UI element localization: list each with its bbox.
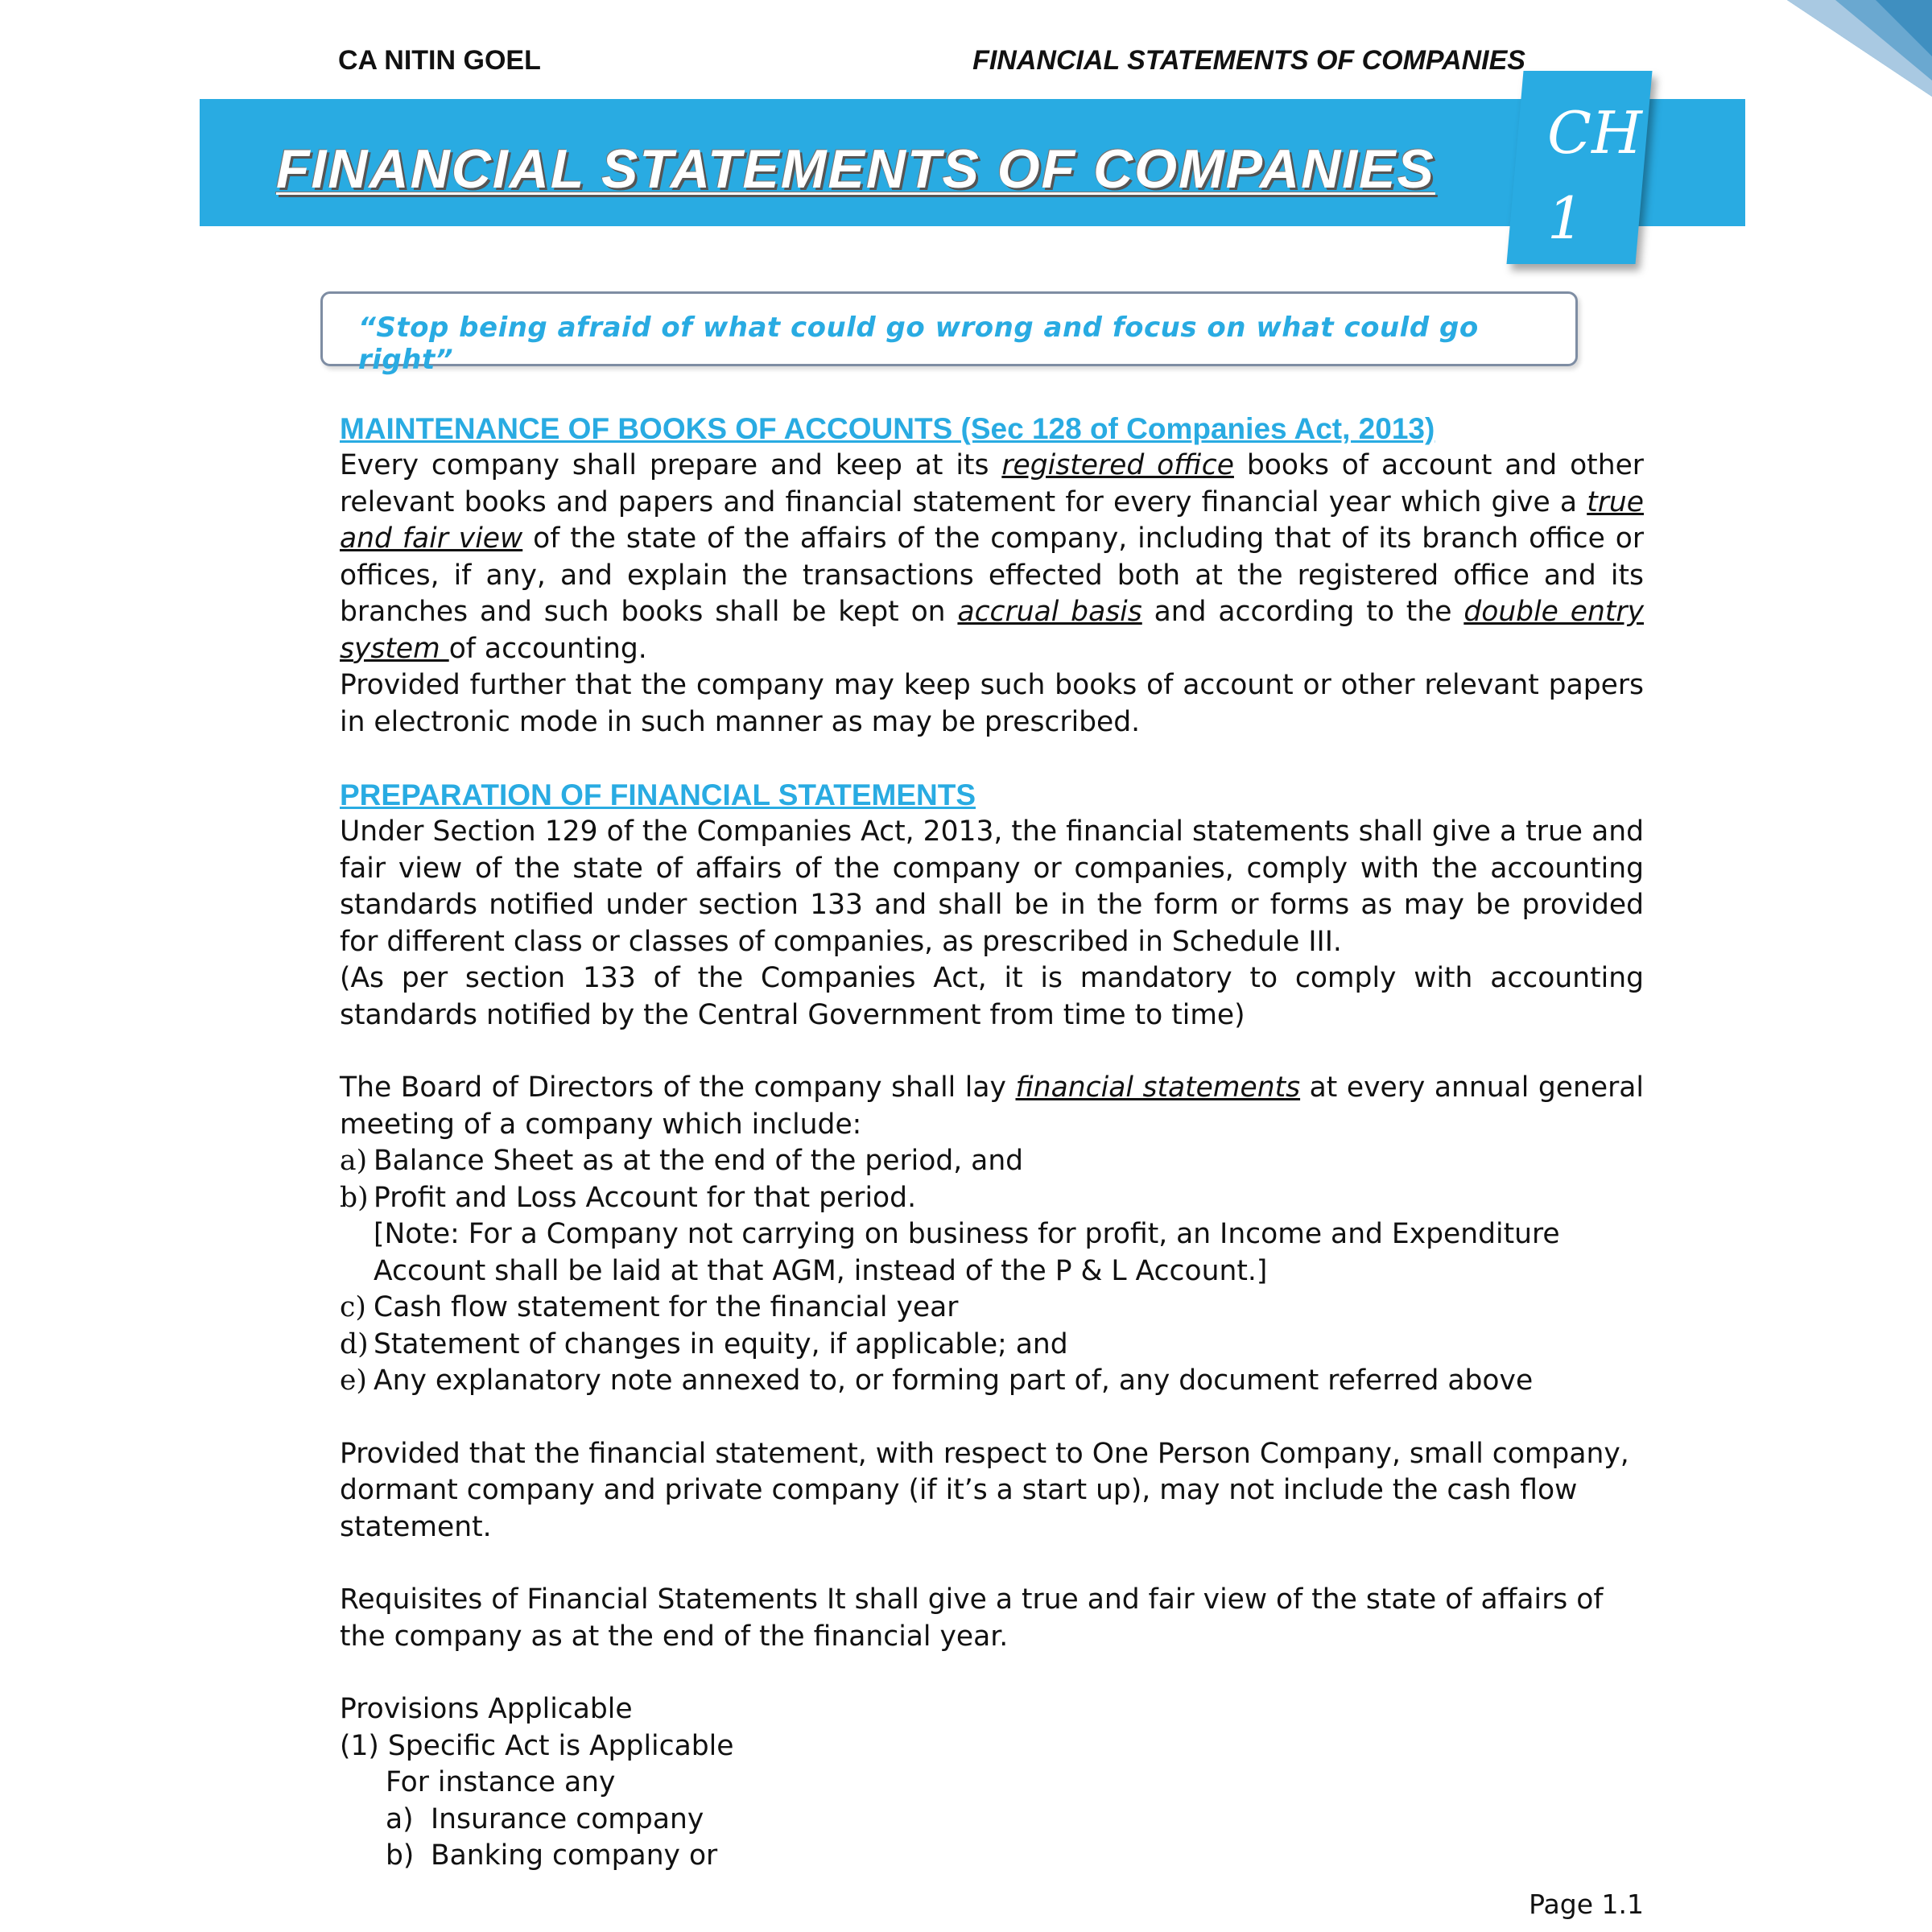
page-number: Page 1.1 xyxy=(1529,1889,1644,1920)
spacer xyxy=(340,1400,1644,1436)
list-marker: a) xyxy=(340,1145,368,1177)
emphasis-financial-statements: financial statements xyxy=(1015,1071,1301,1104)
spacer xyxy=(340,1655,1644,1691)
list-item-text: Profit and Loss Account for that period. xyxy=(374,1181,917,1214)
emphasis-registered-office: registered office xyxy=(1001,449,1234,481)
paragraph-requisites: Requisites of Financial Statements It shall give a true and fair view of the state of affairs of the company as at the end of the financial year. xyxy=(340,1583,1604,1653)
paragraph-opc-proviso: Provided that the financial statement, with respect to One Person Company, small company, dormant company and private company (if it’s a start up), may not include the cash flow statement. xyxy=(340,1437,1629,1543)
section-heading-maintenance: MAINTENANCE OF BOOKS OF ACCOUNTS (Sec 128 of Companies Act, 2013) xyxy=(340,412,1435,445)
list-item-text: Cash flow statement for the financial year xyxy=(374,1291,959,1323)
sub-list-item xyxy=(340,1838,1644,1875)
paragraph-section-133: (As per section 133 of the Companies Act, it is mandatory to comply with accounting standards notified by the Central Government from time to time) xyxy=(340,962,1644,1031)
list-item-text: Any explanatory note annexed to, or forming part of, any document referred above xyxy=(374,1364,1534,1397)
list-marker: d) xyxy=(340,1327,369,1360)
list-marker: a) xyxy=(386,1802,414,1835)
list-item xyxy=(340,1290,1644,1327)
note-line-2: Account shall be laid at that AGM, instead of the P & L Account.] xyxy=(374,1254,1268,1287)
emphasis-true-fair-view: true and fair view xyxy=(340,485,1644,555)
paragraph-section-129: Under Section 129 of the Companies Act, 2013, the financial statements shall give a true and fair view of the state of affairs of the company or companies, comply with the accounting standards notified under section 133 and shall be in the form or forms as may be provided for different class or classes of companies, as prescribed in Schedule III. xyxy=(340,815,1644,958)
for-instance-line: For instance any xyxy=(386,1766,616,1798)
note-line-1: [Note: For a Company not carrying on business for profit, an Income and Expenditure xyxy=(374,1218,1560,1250)
spacer xyxy=(340,1546,1644,1582)
quote-text: “Stop being afraid of what could go wrong and focus on what could go right” xyxy=(358,312,1479,376)
text-run: of accounting. xyxy=(448,632,647,665)
sub-list-item xyxy=(340,1802,1644,1839)
main-content xyxy=(340,411,1644,1875)
list-marker: b) xyxy=(340,1181,369,1214)
quote-box xyxy=(320,291,1578,376)
chapter-line-1: CH xyxy=(1547,99,1642,167)
section-heading-preparation: PREPARATION OF FINANCIAL STATEMENTS xyxy=(340,778,976,811)
list-marker: e) xyxy=(340,1364,367,1397)
provision-item-1: (1) Specific Act is Applicable xyxy=(340,1729,734,1762)
list-item-text: Balance Sheet as at the end of the period, and xyxy=(374,1145,1024,1177)
list-item-text: Banking company or xyxy=(431,1839,718,1872)
list-item xyxy=(340,1327,1644,1364)
header-author: CA NITIN GOEL xyxy=(338,45,541,76)
text-run: of the state of the affairs of the company, including that of its branch office or offices, if any, and explain the transactions effected both at the registered office and its branches and such books shall be kept on xyxy=(340,522,1644,628)
emphasis-double-entry: double entry system xyxy=(340,596,1644,665)
spacer xyxy=(340,1034,1644,1070)
list-item xyxy=(340,1363,1644,1400)
paragraph-electronic-mode: Provided further that the company may keep such books of account or other relevant papers in electronic mode in such manner as may be prescribed. xyxy=(340,669,1644,738)
chapter-label xyxy=(1547,90,1642,261)
text-run: at every annual general meeting of a company which include: xyxy=(340,1071,1644,1141)
paragraph-board-directors xyxy=(340,1070,1644,1143)
emphasis-accrual-basis: accrual basis xyxy=(957,596,1142,628)
spacer xyxy=(340,741,1644,777)
list-item-text: Statement of changes in equity, if applicable; and xyxy=(374,1327,1068,1360)
text-run: The Board of Directors of the company shall lay xyxy=(340,1071,1016,1104)
chapter-line-2: 1 xyxy=(1547,184,1584,252)
provisions-title: Provisions Applicable xyxy=(340,1693,633,1725)
list-item-text: Insurance company xyxy=(431,1802,704,1835)
banner-title: FINANCIAL STATEMENTS OF COMPANIES xyxy=(276,138,1435,200)
text-run: Every company shall prepare and keep at its xyxy=(340,449,1002,481)
list-marker: b) xyxy=(386,1839,415,1872)
list-item xyxy=(340,1143,1644,1180)
paragraph-maintenance xyxy=(340,448,1644,667)
text-run: books of account and other relevant books and papers and financial statement for every financial year which give a xyxy=(340,449,1644,518)
header-running-title: FINANCIAL STATEMENTS OF COMPANIES xyxy=(972,45,1525,76)
text-run: and according to the xyxy=(1141,596,1464,628)
list-item xyxy=(340,1180,1644,1217)
list-marker: c) xyxy=(340,1291,366,1323)
corner-decoration xyxy=(1787,0,1932,97)
